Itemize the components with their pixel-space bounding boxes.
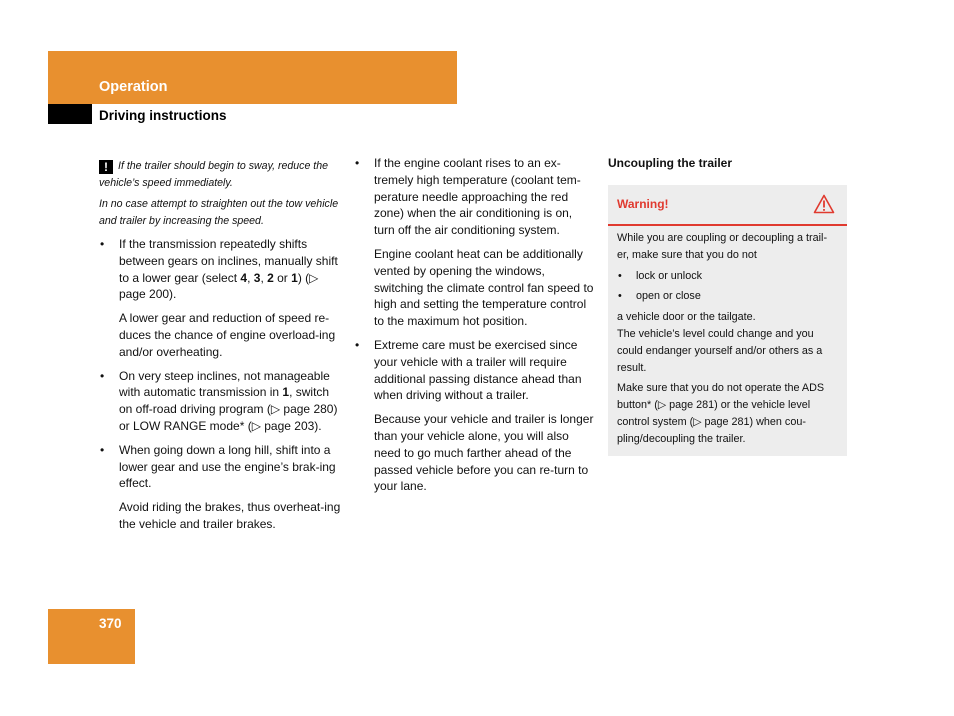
warning-intro: While you are coupling or decoupling a trail-er, make sure that you do not bbox=[617, 232, 828, 261]
list-item: • If the transmission repeatedly shifts between gears on inclines, manually shift to a lower gear (select 4, 3, 2 or 1) (▷ page 200). A lower gear and reduction of speed re-duces the chance of engine overload-ing and/or overheating. bbox=[99, 236, 341, 361]
section-header-bar bbox=[48, 51, 457, 104]
list-item: • When going down a long hill, shift into a lower gear and use the engine’s brak-ing effect. Avoid riding the brakes, thus overheat-ing the vehicle and trailer brakes. bbox=[99, 442, 341, 533]
section-title: Operation bbox=[99, 79, 168, 95]
warning-text: The vehicle’s level could change and you could endanger yourself and/or others as a result. bbox=[617, 327, 823, 374]
warning-triangle-icon bbox=[813, 194, 835, 214]
caution-note-text: If the trailer should begin to sway, reduce the vehicle’s speed immediately. bbox=[99, 160, 329, 189]
list-item-detail: A lower gear and reduction of speed re-duces the chance of engine overload-ing and/or overheating. bbox=[119, 311, 336, 359]
subsection-marker bbox=[48, 104, 92, 124]
column-3 bbox=[608, 155, 848, 172]
caution-icon: ! bbox=[99, 160, 113, 174]
list-item-detail: Because your vehicle and trailer is longer than your vehicle alone, you will also need to go much farther ahead of the passed vehicle before you can re-turn to your lane. bbox=[374, 412, 594, 494]
warning-header bbox=[608, 185, 847, 226]
caution-note bbox=[99, 158, 341, 191]
list-item: • Extreme care must be exercised since your vehicle with a trailer will require additional passing distance ahead than when driving without a trailer. Because your vehicle and trailer is longer than your vehicle alone, you will also need to go much farther ahead of the passed vehicle before you can re-turn to your lane. bbox=[354, 337, 594, 495]
list-item-detail: Avoid riding the brakes, thus overheat-ing the vehicle and trailer brakes. bbox=[119, 500, 341, 531]
page-number: 370 bbox=[99, 616, 122, 631]
warning-body bbox=[608, 226, 847, 448]
list-item-detail: Engine coolant heat can be additionally vented by opening the windows, switching the climate control fan speed to high and setting the temperature control to the maximum hot position. bbox=[374, 246, 594, 329]
caution-note-2: In no case attempt to straighten out the tow vehicle and trailer by increasing the speed. bbox=[99, 198, 339, 227]
uncoupling-heading: Uncoupling the trailer bbox=[608, 156, 733, 170]
page-number-tab bbox=[48, 609, 135, 664]
warning-text: Make sure that you do not operate the ADS button* (▷ page 281) or the vehicle level control system (▷ page 281) when cou-pling/decoupling the trailer. bbox=[617, 382, 825, 445]
subsection-title: Driving instructions bbox=[99, 108, 227, 123]
list-item: • On very steep inclines, not manageable with automatic transmission in 1, switch on off-road driving program (▷ page 280) or LOW RANGE mode* (▷ page 203). bbox=[99, 368, 341, 435]
warning-list-item: • open or close bbox=[617, 288, 838, 305]
column-2 bbox=[354, 155, 594, 495]
warning-text: a vehicle door or the tailgate. bbox=[617, 311, 756, 324]
warning-box bbox=[608, 185, 847, 456]
warning-list-item: • lock or unlock bbox=[617, 268, 838, 285]
warning-title: Warning! bbox=[617, 197, 669, 211]
list-item: • If the engine coolant rises to an ex-tremely high temperature (coolant tem-perature needle approaching the red zone) when the air conditioning is on, turn off the air conditioning system. Engine coolant heat can be additionally vented by opening the windows, switching the climate control fan speed to high and setting the temperature control to the maximum hot position. bbox=[354, 155, 594, 330]
column-1 bbox=[99, 158, 341, 533]
